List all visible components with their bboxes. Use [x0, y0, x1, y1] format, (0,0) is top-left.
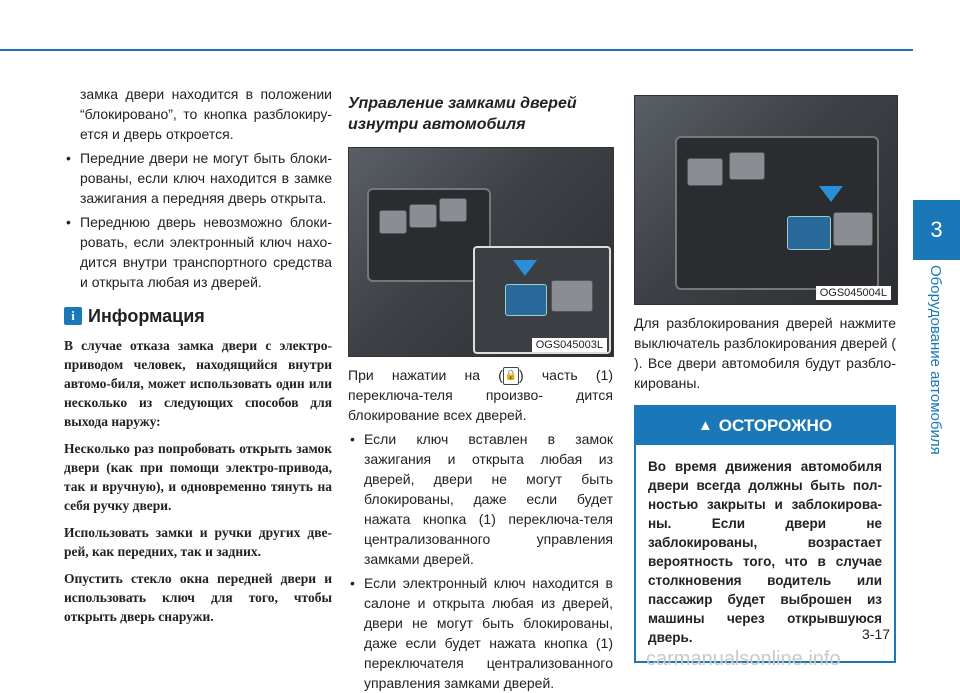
unlock-switch-image [551, 280, 593, 312]
caution-text: Во время движения автомобиля двери всегда должны быть пол-ностью закрыты и заблокирова-ны. Если двери не заблокированы, возрастает вероятность того, что в случае столкновения водитель или пассажир будет выброшен из машины через открывшуюся дверь. [648, 459, 882, 645]
window-button-image [409, 204, 437, 228]
chapter-number: 3 [930, 217, 943, 242]
lock-para-end: ) часть (1) переключа-теля произво- дится блокирование всех дверей. [348, 367, 613, 424]
window-button-image [439, 198, 467, 222]
door-switch-photo-unlock [634, 95, 898, 305]
unlock-paragraph: Для разблокирования дверей нажмите выключатель разблокирования дверей ( ). Все двери автомобиля будут разбло-кированы. [634, 315, 896, 391]
window-button-image [729, 152, 765, 180]
header-rule [0, 49, 913, 51]
photo-code: OGS045004L [816, 286, 891, 300]
caution-title: ОСТОРОЖНО [718, 416, 833, 435]
bullet-item: • Переднюю дверь невозможно блоки-ровать, если электронный ключ нахо-дится внутри транспортного средства и открыта любая из дверей. [64, 212, 332, 292]
info-icon: i [64, 307, 82, 325]
door-switch-photo-lock [348, 147, 614, 357]
lock-paragraph [348, 365, 613, 425]
window-button-image [379, 210, 407, 234]
bullet-item: • Передние двери не могут быть блоки-рованы, если ключ находится в замке зажигания а передняя дверь открыта. [64, 148, 332, 208]
section-title: Управление замками дверей изнутри автомобиля [348, 95, 577, 133]
warning-icon: ▲ [697, 417, 713, 434]
press-arrow-icon [819, 186, 843, 202]
page-number: 3-17 [862, 626, 891, 642]
lock-switch-image [787, 216, 831, 250]
bullet-item: • Если ключ вставлен в замок зажигания и открыта любая из дверей, двери не могут быть блокированы, даже если будет нажата кнопка (1) переключа-теля централизованного управления замками дверей. [348, 429, 613, 569]
info-title: Информация [88, 306, 205, 326]
bullet-item: • Если электронный ключ находится в салоне и открыта любая из дверей, двери не могут быть блокированы, даже если будет нажата кнопка (1) переключателя централизованного управления замками дверей. [348, 573, 613, 693]
caution-box [634, 405, 896, 663]
info-paragraph: Опустить стекло окна передней двери и использовать ключ для того, чтобы открыть дверь снаружи. [64, 571, 332, 624]
window-button-image [687, 158, 723, 186]
photo-code: OGS045003L [532, 338, 607, 352]
watermark: carmanualsonline.info [646, 648, 841, 670]
chapter-number-tab[interactable] [913, 200, 960, 260]
lock-icon: 🔒 [503, 367, 519, 385]
lock-switch-image [505, 284, 547, 316]
info-paragraph: Использовать замки и ручки других две-рей, как передних, так и задних. [64, 525, 332, 559]
column-2 [348, 93, 613, 693]
press-arrow-icon [513, 260, 537, 276]
column-1 [64, 84, 332, 634]
unlock-switch-image [833, 212, 873, 246]
lock-para-start: При нажатии на ( [348, 367, 503, 383]
info-paragraph: В случае отказа замка двери с электро-приводом человек, находящийся внутри автомо-биля, может использовать один или несколько из следующих способов для выхода наружу: [64, 338, 332, 429]
info-paragraph: Несколько раз попробовать открыть замок двери (как при помощи электро-привода, так и вручную), и одновременно тянуть на себя ручку двери. [64, 441, 332, 513]
info-heading [64, 306, 332, 326]
intro-text: замка двери находится в положении “блокировано”, то кнопка разблокиру-ется и дверь откроется. [80, 86, 332, 142]
door-panel-image [675, 136, 879, 290]
column-3 [634, 95, 896, 663]
chapter-label: Оборудование автомобиля [927, 265, 944, 455]
caution-header [636, 407, 894, 445]
